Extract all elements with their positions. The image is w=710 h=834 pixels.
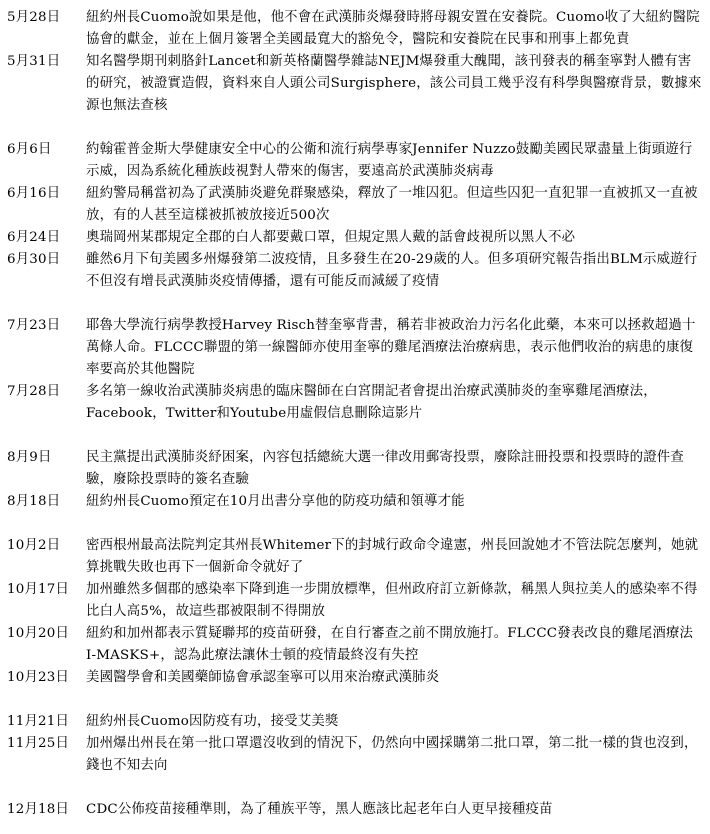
entry-text: 加州雖然多個郡的感染率下降到進一步開放標準，但州政府訂立新條款，稱黑人與拉美人的感染率不得比白人高5%，故這些郡被限制不得開放 <box>86 582 698 619</box>
entry-text: 紐約警局稱當初為了武漢肺炎避免群聚感染，釋放了一堆囚犯。但這些囚犯一直犯罪一直被抓又一直被放，有的人甚至這樣被抓被放接近500次 <box>86 186 698 223</box>
group-spacer <box>0 117 710 139</box>
timeline-entry <box>0 733 710 777</box>
timeline-group-december <box>0 799 710 821</box>
group-spacer <box>0 513 710 535</box>
timeline-group-october <box>0 535 710 689</box>
timeline-entry <box>0 227 710 249</box>
entry-date: 5月28日 <box>7 10 61 25</box>
entry-date: 6月6日 <box>7 142 52 157</box>
entry-date: 10月23日 <box>7 670 70 685</box>
entry-text: CDC公佈疫苗接種準則，為了種族平等，黑人應該比起老年白人更早接種疫苗 <box>86 802 553 817</box>
entry-text: 知名醫學期刊刺胳針Lancet和新英格蘭醫學雜誌NEJM爆發重大醜聞，該刊發表的稱奎寧對人體有害的研究，被證實造假，資料來自人頭公司Surgisphere，該公司員工幾乎沒有科學與醫療背景，數據來源也無法查核 <box>86 54 702 113</box>
timeline <box>0 7 710 821</box>
timeline-entry <box>0 711 710 733</box>
timeline-group-july <box>0 315 710 425</box>
timeline-group-november <box>0 711 710 777</box>
entry-text: 紐約州長Cuomo說如果是他，他不會在武漢肺炎爆發時將母親安置在安養院。Cuomo收了大紐約醫院協會的獻金，並在上個月簽署全美國最寬大的豁免令，醫院和安養院在民事和刑事上都免責 <box>86 10 700 47</box>
timeline-entry <box>0 183 710 227</box>
entry-text: 美國醫學會和美國藥師協會承認奎寧可以用來治療武漢肺炎 <box>86 670 440 685</box>
timeline-entry <box>0 447 710 491</box>
timeline-entry <box>0 579 710 623</box>
entry-date: 10月20日 <box>7 626 70 641</box>
entry-text: 多名第一線收治武漢肺炎病患的臨床醫師在白宮開記者會提出治療武漢肺炎的奎寧雞尾酒療法，Facebook，Twitter和Youtube用虛假信息刪除這影片 <box>86 384 657 421</box>
entry-date: 11月25日 <box>7 736 70 751</box>
timeline-entry <box>0 381 710 425</box>
entry-date: 7月23日 <box>7 318 61 333</box>
entry-date: 12月18日 <box>7 802 70 817</box>
timeline-group-may <box>0 7 710 117</box>
group-spacer <box>0 777 710 799</box>
timeline-entry <box>0 249 710 293</box>
timeline-entry <box>0 491 710 513</box>
entry-text: 約翰霍普金斯大學健康安全中心的公衛和流行病學專家Jennifer Nuzzo鼓勵美國民眾盡量上街頭遊行示威，因為系統化種族歧視對人帶來的傷害，要遠高於武漢肺炎病毒 <box>86 142 693 179</box>
timeline-entry <box>0 139 710 183</box>
entry-text: 紐約州長Cuomo因防疫有功，接受艾美獎 <box>86 714 339 729</box>
timeline-group-june <box>0 139 710 293</box>
group-spacer <box>0 689 710 711</box>
entry-text: 紐約州長Cuomo預定在10月出書分享他的防疫功績和領導才能 <box>86 494 465 509</box>
entry-text: 奧瑞岡州某郡規定全郡的白人都要戴口罩，但規定黑人戴的話會歧視所以黑人不必 <box>86 230 576 245</box>
entry-date: 8月18日 <box>7 494 61 509</box>
entry-text: 民主黨提出武漢肺炎紓困案，內容包括總統大選一律改用郵寄投票，廢除註冊投票和投票時的證件查驗，廢除投票時的簽名查驗 <box>86 450 684 487</box>
entry-text: 紐約和加州都表示質疑聯邦的疫苗研發，在自行審查之前不開放施打。FLCCC發表改良的雞尾酒療法I-MASKS+，認為此療法讓休士頓的疫情最終沒有失控 <box>86 626 694 663</box>
entry-text: 耶魯大學流行病學教授Harvey Risch替奎寧背書，稱若非被政治力污名化此藥，本來可以拯救超過十萬條人命。FLCCC聯盟的第一線醫師亦使用奎寧的雞尾酒療法治療病患，表示他們收治的病患的康復率要高於其他醫院 <box>86 318 696 377</box>
timeline-entry <box>0 535 710 579</box>
group-spacer <box>0 293 710 315</box>
group-spacer <box>0 425 710 447</box>
entry-date: 5月31日 <box>7 54 61 69</box>
timeline-entry <box>0 315 710 381</box>
entry-text: 雖然6月下旬美國多州爆發第二波疫情，且多發生在20-29歲的人。但多項研究報告指出BLM示威遊行不但沒有增長武漢肺炎疫情傳播，還有可能反而減緩了疫情 <box>86 252 698 289</box>
entry-date: 8月9日 <box>7 450 52 465</box>
entry-date: 7月28日 <box>7 384 61 399</box>
entry-date: 6月16日 <box>7 186 61 201</box>
entry-text: 加州爆出州長在第一批口罩還沒收到的情況下，仍然向中國採購第二批口罩，第二批一樣的貨也沒到，錢也不知去向 <box>86 736 698 773</box>
timeline-entry <box>0 7 710 51</box>
entry-date: 10月2日 <box>7 538 61 553</box>
entry-date: 11月21日 <box>7 714 70 729</box>
timeline-entry <box>0 799 710 821</box>
timeline-entry <box>0 51 710 117</box>
timeline-group-august <box>0 447 710 513</box>
entry-date: 6月24日 <box>7 230 61 245</box>
timeline-entry <box>0 623 710 667</box>
entry-date: 10月17日 <box>7 582 70 597</box>
timeline-entry <box>0 667 710 689</box>
entry-date: 6月30日 <box>7 252 61 267</box>
entry-text: 密西根州最高法院判定其州長Whitemer下的封城行政命令違憲，州長回說她才不管法院怎麼判，她就算挑戰失敗也再下一個新命令就好了 <box>86 538 699 575</box>
